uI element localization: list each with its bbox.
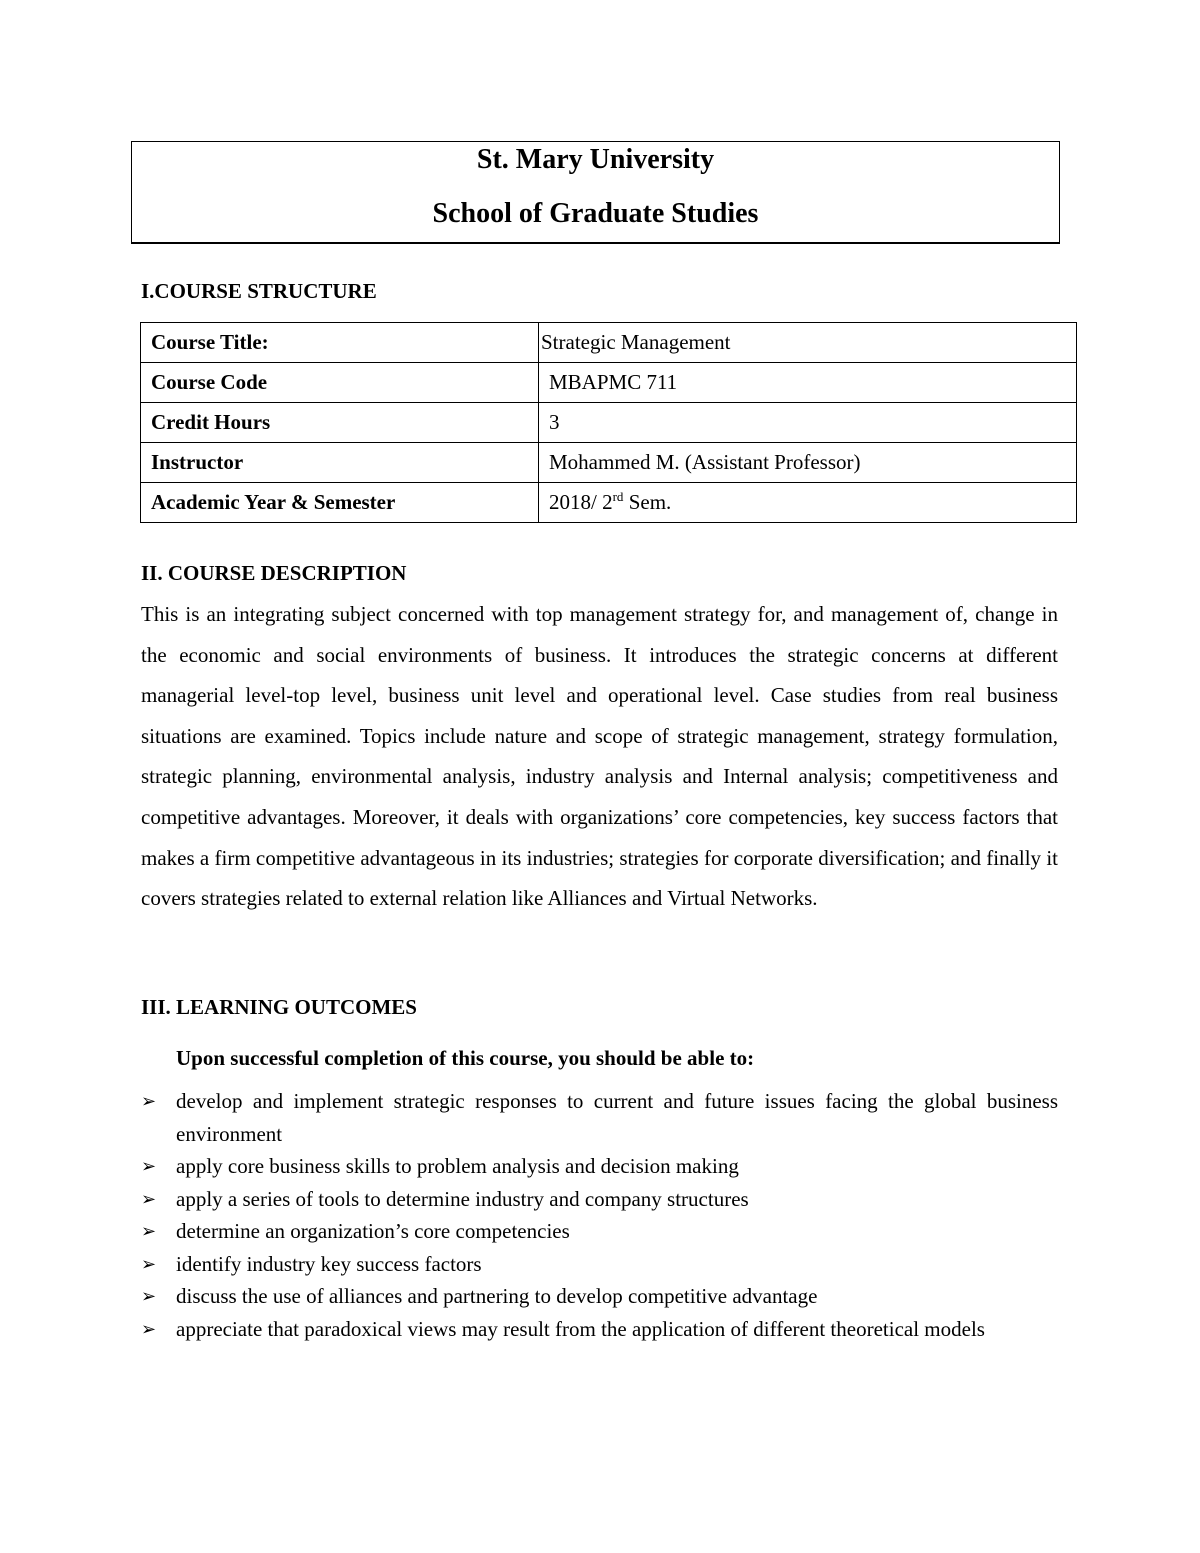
row-value: Strategic Management — [539, 323, 1077, 363]
list-item-text: appreciate that paradoxical views may result from the application of different theoretical models — [176, 1316, 985, 1341]
list-item-text: determine an organization’s core competencies — [176, 1219, 570, 1243]
arrowhead-bullet-icon: ➢ — [141, 1318, 157, 1339]
course-description-title: II. COURSE DESCRIPTION — [141, 561, 407, 585]
table-row — [141, 403, 1077, 443]
arrowhead-bullet-icon: ➢ — [141, 1156, 157, 1176]
row-label: Course Title: — [141, 323, 539, 363]
course-structure-title: I.COURSE STRUCTURE — [141, 279, 377, 303]
row-label: Instructor — [141, 443, 539, 483]
learning-outcomes-list — [141, 1085, 1058, 1345]
list-item — [141, 1248, 1058, 1281]
arrowhead-bullet-icon: ➢ — [141, 1286, 157, 1306]
list-item — [141, 1085, 1058, 1150]
list-item-text: discuss the use of alliances and partnering to develop competitive advantage — [176, 1284, 818, 1308]
course-description-text: This is an integrating subject concerned with top management strategy for, and management of, change in the economic and social environments of business. It introduces the strategic concerns at different managerial level-top level, business unit level and operational level. Case studies from real business situations are examined. Topics include nature and scope of strategic management, strategy formulation, strategic planning, environmental analysis, industry analysis and Internal analysis; competitiveness and competitive advantages. Moreover, it deals with organizations’ core competencies, key success factors that makes a firm competitive advantageous in its industries; strategies for corporate diversification; and finally it covers strategies related to external relation like Alliances and Virtual Networks. — [141, 602, 1058, 911]
table-row — [141, 323, 1077, 363]
list-item — [141, 1150, 1058, 1183]
table-row — [141, 363, 1077, 403]
table-row — [141, 443, 1077, 483]
learning-outcomes-intro: Upon successful completion of this course, you should be able to: — [176, 1046, 755, 1070]
list-item-text: apply core business skills to problem analysis and decision making — [176, 1154, 739, 1178]
row-label: Credit Hours — [141, 403, 539, 443]
row-value — [539, 483, 1077, 523]
arrowhead-bullet-icon: ➢ — [141, 1221, 157, 1241]
arrowhead-bullet-icon: ➢ — [141, 1091, 157, 1111]
list-item-text: develop and implement strategic responses to current and future issues facing the global business environment — [176, 1089, 1058, 1146]
university-name: St. Mary University — [476, 144, 715, 175]
row-label: Course Code — [141, 363, 539, 403]
list-item — [141, 1313, 1058, 1346]
list-item — [141, 1280, 1058, 1313]
list-item-text: identify industry key success factors — [176, 1251, 482, 1276]
arrowhead-bullet-icon: ➢ — [141, 1188, 157, 1209]
learning-outcomes-title: III. LEARNING OUTCOMES — [141, 995, 417, 1019]
course-structure-table — [140, 322, 1077, 523]
list-item — [141, 1215, 1058, 1248]
header-box — [131, 141, 1060, 244]
row-label: Academic Year & Semester — [141, 483, 539, 523]
arrowhead-bullet-icon: ➢ — [141, 1253, 157, 1274]
row-value: MBAPMC 711 — [539, 363, 1077, 403]
row-value: Mohammed M. (Assistant Professor) — [539, 443, 1077, 483]
ordinal-suffix: rd — [612, 489, 624, 504]
school-name: School of Graduate Studies — [432, 198, 759, 229]
semester-label: Sem. — [623, 490, 672, 514]
list-item — [141, 1183, 1058, 1216]
list-item-text: apply a series of tools to determine industry and company structures — [176, 1186, 749, 1211]
semester-year: 2018/ 2 — [549, 490, 613, 514]
table-row — [141, 483, 1077, 523]
row-value: 3 — [539, 403, 1077, 443]
